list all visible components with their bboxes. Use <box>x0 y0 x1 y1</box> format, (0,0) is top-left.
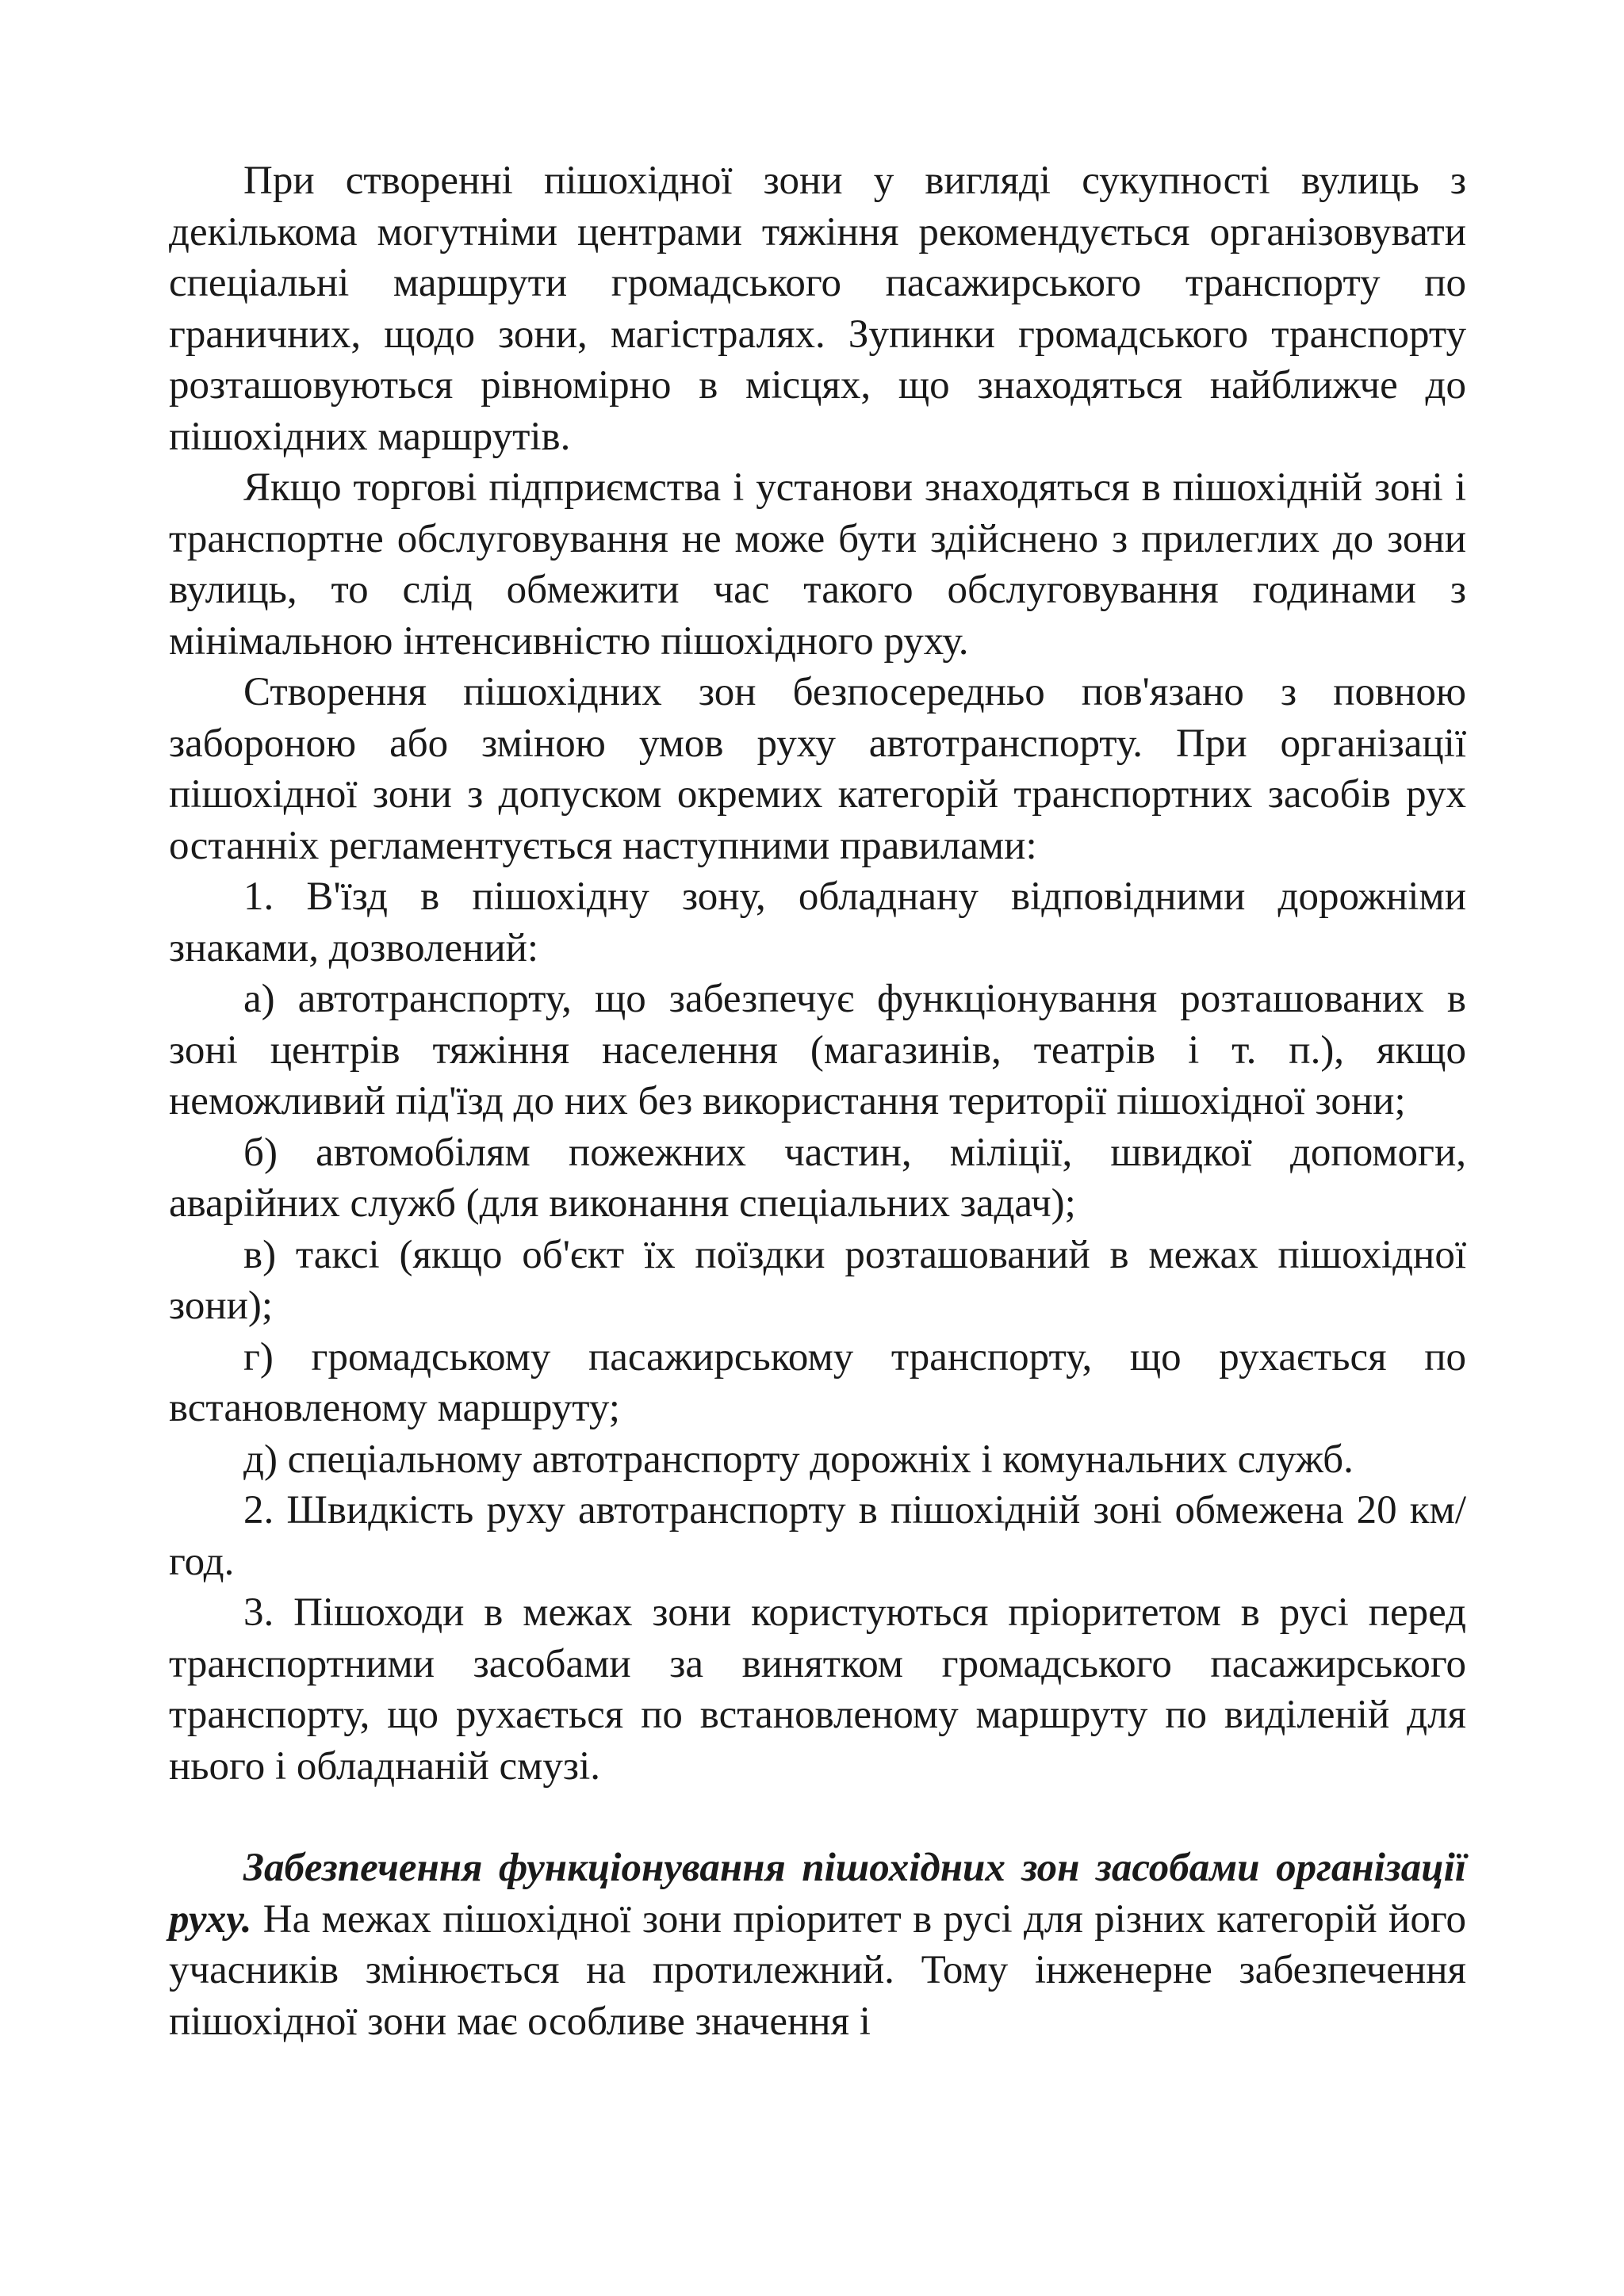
paragraph-service-time-limit: Якщо торгові підприємства і установи знаходяться в пішохідній зоні і транспортне обслуговування не може бути здійснено з прилеглих до зони вулиць, то слід обмежити час такого обслуговування годинами з мінімальною інтенсивністю пішохідного руху. <box>169 465 1466 664</box>
rule-1c-taxi: в) таксі (якщо об'єкт їх поїздки розташований в межах пішохідної зони); <box>169 1232 1466 1328</box>
rule-2-speed-limit: 2. Швидкість руху автотранспорту в пішохідній зоні обмежена 20 км/год. <box>169 1488 1466 1584</box>
rule-1b-emergency-vehicles: б) автомобілям пожежних частин, міліції, швидкої допомоги, аварійних служб (для виконання спеціальних задач); <box>169 1130 1466 1226</box>
document-page <box>169 155 1466 2047</box>
section-paragraph <box>169 1843 1466 2047</box>
rule-1e-special-vehicles: д) спеціальному автотранспорту дорожніх і комунальних служб. <box>243 1437 1354 1482</box>
paragraph-traffic-rules-intro: Створення пішохідних зон безпосередньо пов'язано з повною забороною або зміною умов руху автотранспорту. При організації пішохідної зони з допуском окремих категорій транспортних засобів рух останніх регламентується наступними правилами: <box>169 670 1466 868</box>
rule-3-pedestrian-priority: 3. Пішоходи в межах зони користуються пріоритетом в русі перед транспортними засобами за винятком громадського пасажирського транспорту, що рухається по встановленому маршруту по виділеній для нього і обладнаній смузі. <box>169 1590 1466 1789</box>
section-heading: Забезпечення функціонування пішохідних зон засобами організації руху. <box>169 1846 1466 1942</box>
rule-1d-public-transport: г) громадському пасажирському транспорту, що рухається по встановленому маршруту; <box>169 1334 1466 1430</box>
section-text: На межах пішохідної зони пріоритет в русі для різних категорій його учасників змінюється на протилежний. Тому інженерне забезпечення пішохідної зони має особливе значення і <box>169 1896 1466 2044</box>
rule-1-entry-allowed: 1. В'їзд в пішохідну зону, обладнану відповідними дорожніми знаками, дозволений: <box>169 874 1466 970</box>
paragraph-pedestrian-zone-routes: При створенні пішохідної зони у вигляді сукупності вулиць з декількома могутніми центрами тяжіння рекомендується організовувати спеціальні маршрути громадського пасажирського транспорту по граничних, щодо зони, магістралях. Зупинки громадського транспорту розташовуються рівномірно в місцях, що знаходяться найближче до пішохідних маршрутів. <box>169 159 1466 459</box>
rule-1a-service-vehicles: а) автотранспорту, що забезпечує функціонування розташованих в зоні центрів тяжіння населення (магазинів, театрів і т. п.), якщо неможливий під'їзд до них без використання території пішохідної зони; <box>169 977 1466 1123</box>
